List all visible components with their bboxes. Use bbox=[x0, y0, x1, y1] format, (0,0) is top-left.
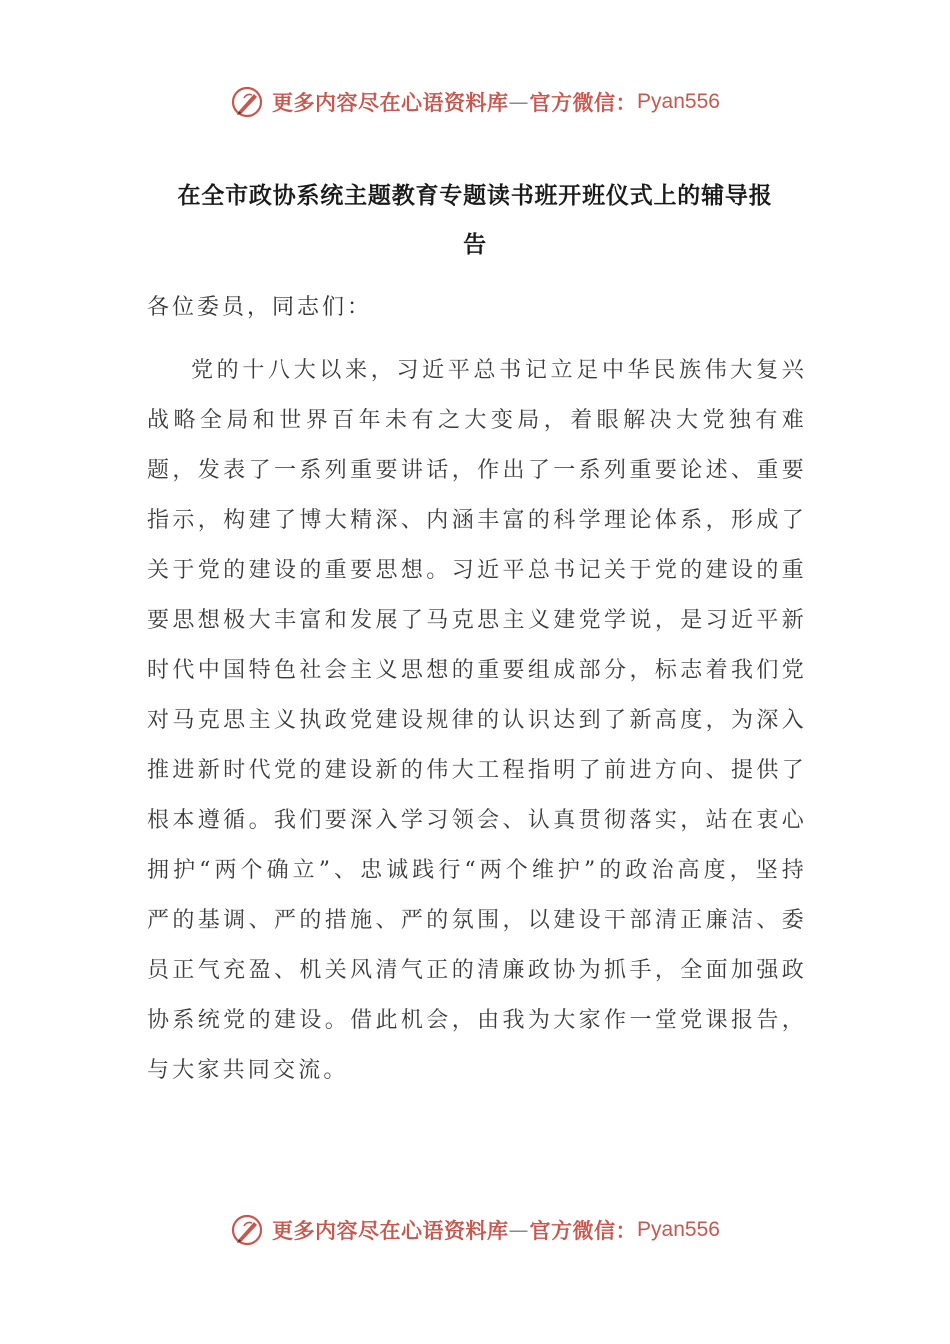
banner-wechat-id: Pyan556 bbox=[637, 1218, 720, 1241]
salutation: 各位委员，同志们： bbox=[147, 295, 373, 320]
pen-logo-icon bbox=[230, 1213, 264, 1247]
pen-logo-icon bbox=[230, 85, 264, 119]
banner-wechat-id: Pyan556 bbox=[637, 90, 720, 113]
banner-wechat-label: 官方微信： bbox=[529, 1218, 638, 1243]
footer-banner bbox=[0, 1210, 950, 1250]
body-paragraph: 党的十八大以来，习近平总书记立足中华民族伟大复兴战略全局和世界百年未有之大变局，着眼解决大党独有难题，发表了一系列重要讲话，作出了一系列重要论述、重要指示，构建了博大精深、内涵丰富的科学理论体系，形成了关于党的建设的重要思想。习近平总书记关于党的建设的重要思想极大丰富和发展了马克思主义建党学说，是习近平新时代中国特色社会主义思想的重要组成部分，标志着我们党对马克思主义执政党建设规律的认识达到了新高度，为深入推进新时代党的建设新的伟大工程指明了前进方向、提供了根本遵循。我们要深入学习领会、认真贯彻落实，站在衷心拥护“两个确立”、忠诚践行“两个维护”的政治高度，坚持严的基调、严的措施、严的氛围，以建设干部清正廉洁、委员正气充盈、机关风清气正的清廉政协为抓手，全面加强政协系统党的建设。借此机会，由我为大家作一堂党课报告，与大家共同交流。 bbox=[147, 358, 807, 1083]
banner-slogan: 更多内容尽在心语资料库 bbox=[272, 1218, 509, 1243]
banner-separator: — bbox=[508, 1218, 530, 1242]
banner-slogan: 更多内容尽在心语资料库 bbox=[272, 90, 509, 115]
header-banner bbox=[0, 82, 950, 122]
document-title-line2: 告 bbox=[463, 232, 487, 258]
document-title-line1: 在全市政协系统主题教育专题读书班开班仪式上的辅导报 bbox=[177, 183, 773, 209]
banner-wechat-label: 官方微信： bbox=[529, 90, 638, 115]
banner-separator: — bbox=[508, 90, 530, 114]
